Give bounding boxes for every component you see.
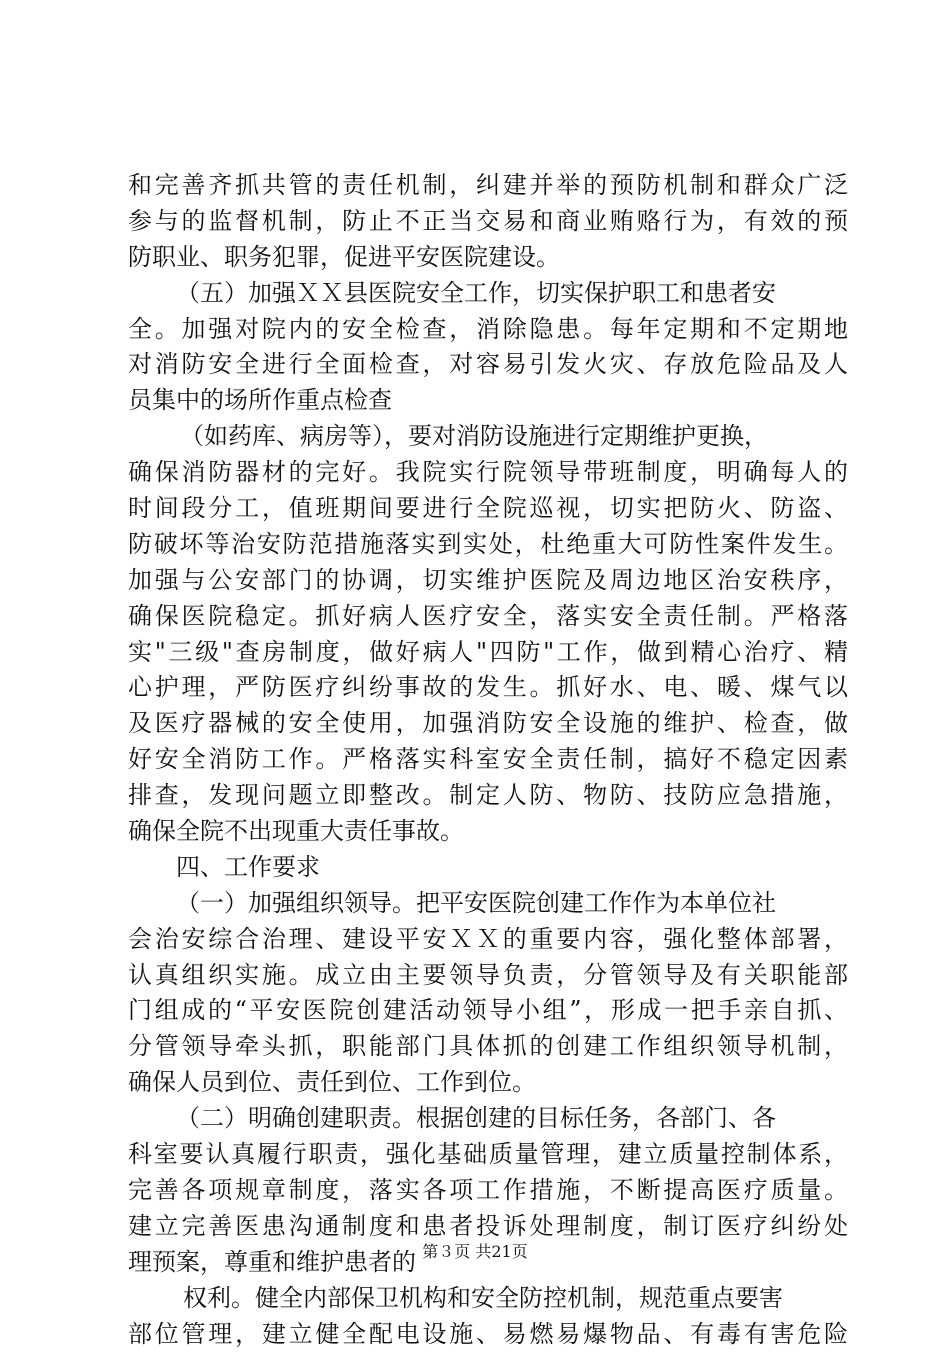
text-line: 防破坏等治安防范措施落实到实处，杜绝重大可防性案件发生。 [128,527,848,563]
text-line: 确保消防器材的完好。我院实行院领导带班制度，明确每人的 [128,455,848,491]
text-line: 参与的监督机制，防止不正当交易和商业贿赂行为，有效的预 [128,204,848,240]
text-line: 对消防安全进行全面检查，对容易引发火灾、存放危险品及人 [128,347,848,383]
text-line: （五）加强ＸＸ县医院安全工作，切实保护职工和患者安 [128,276,848,312]
text-line: 确保医院稳定。抓好病人医疗安全，落实安全责任制。严格落 [128,599,848,635]
text-line: （一）加强组织领导。把平安医院创建工作作为本单位社 [128,886,848,922]
text-line: 心护理，严防医疗纠纷事故的发生。抓好水、电、暖、煤气以 [128,670,848,706]
page-footer [0,1242,950,1262]
text-line: （二）明确创建职责。根据创建的目标任务，各部门、各 [128,1101,848,1137]
text-line: 确保人员到位、责任到位、工作到位。 [128,1065,848,1101]
text-line: 防职业、职务犯罪，促进平安医院建设。 [128,240,848,276]
text-line: 实"三级"查房制度，做好病人"四防"工作，做到精心治疗、精 [128,635,848,671]
text-line: 会治安综合治理、建设平安ＸＸ的重要内容，强化整体部署， [128,922,848,958]
text-line: 及医疗器械的安全使用，加强消防安全设施的维护、检查，做 [128,706,848,742]
text-line: 分管领导牵头抓，职能部门具体抓的创建工作组织领导机制， [128,1029,848,1065]
text-line: 和完善齐抓共管的责任机制，纠建并举的预防机制和群众广泛 [128,168,848,204]
text-line: 排查，发现问题立即整改。制定人防、物防、技防应急措施， [128,778,848,814]
text-line: 理预案，尊重和维护患者的 [128,1245,848,1281]
text-line: 部位管理，建立健全配电设施、易燃易爆物品、有毒有害危险 [128,1317,848,1352]
section-heading: 四、工作要求 [128,850,848,886]
document-body [128,168,848,1352]
text-line: 门组成的“平安医院创建活动领导小组”，形成一把手亲自抓、 [128,993,848,1029]
text-line: 时间段分工，值班期间要进行全院巡视，切实把防火、防盗、 [128,491,848,527]
text-line: 权利。健全内部保卫机构和安全防控机制，规范重点要害 [128,1281,848,1317]
text-line: 好安全消防工作。严格落实科室安全责任制，搞好不稳定因素 [128,742,848,778]
text-line: （如药库、病房等），要对消防设施进行定期维护更换， [128,419,848,455]
text-line: 认真组织实施。成立由主要领导负责，分管领导及有关职能部 [128,958,848,994]
text-line: 员集中的场所作重点检查 [128,383,848,419]
text-line: 科室要认真履行职责，强化基础质量管理，建立质量控制体系， [128,1137,848,1173]
text-line: 完善各项规章制度，落实各项工作措施，不断提高医疗质量。 [128,1173,848,1209]
page-number: 第３页 共21页 [422,1242,527,1261]
text-line: 全。加强对院内的安全检查，消除隐患。每年定期和不定期地 [128,312,848,348]
text-line: 建立完善医患沟通制度和患者投诉处理制度，制订医疗纠纷处 [128,1209,848,1245]
text-line: 确保全院不出现重大责任事故。 [128,814,848,850]
text-line: 加强与公安部门的协调，切实维护医院及周边地区治安秩序， [128,563,848,599]
